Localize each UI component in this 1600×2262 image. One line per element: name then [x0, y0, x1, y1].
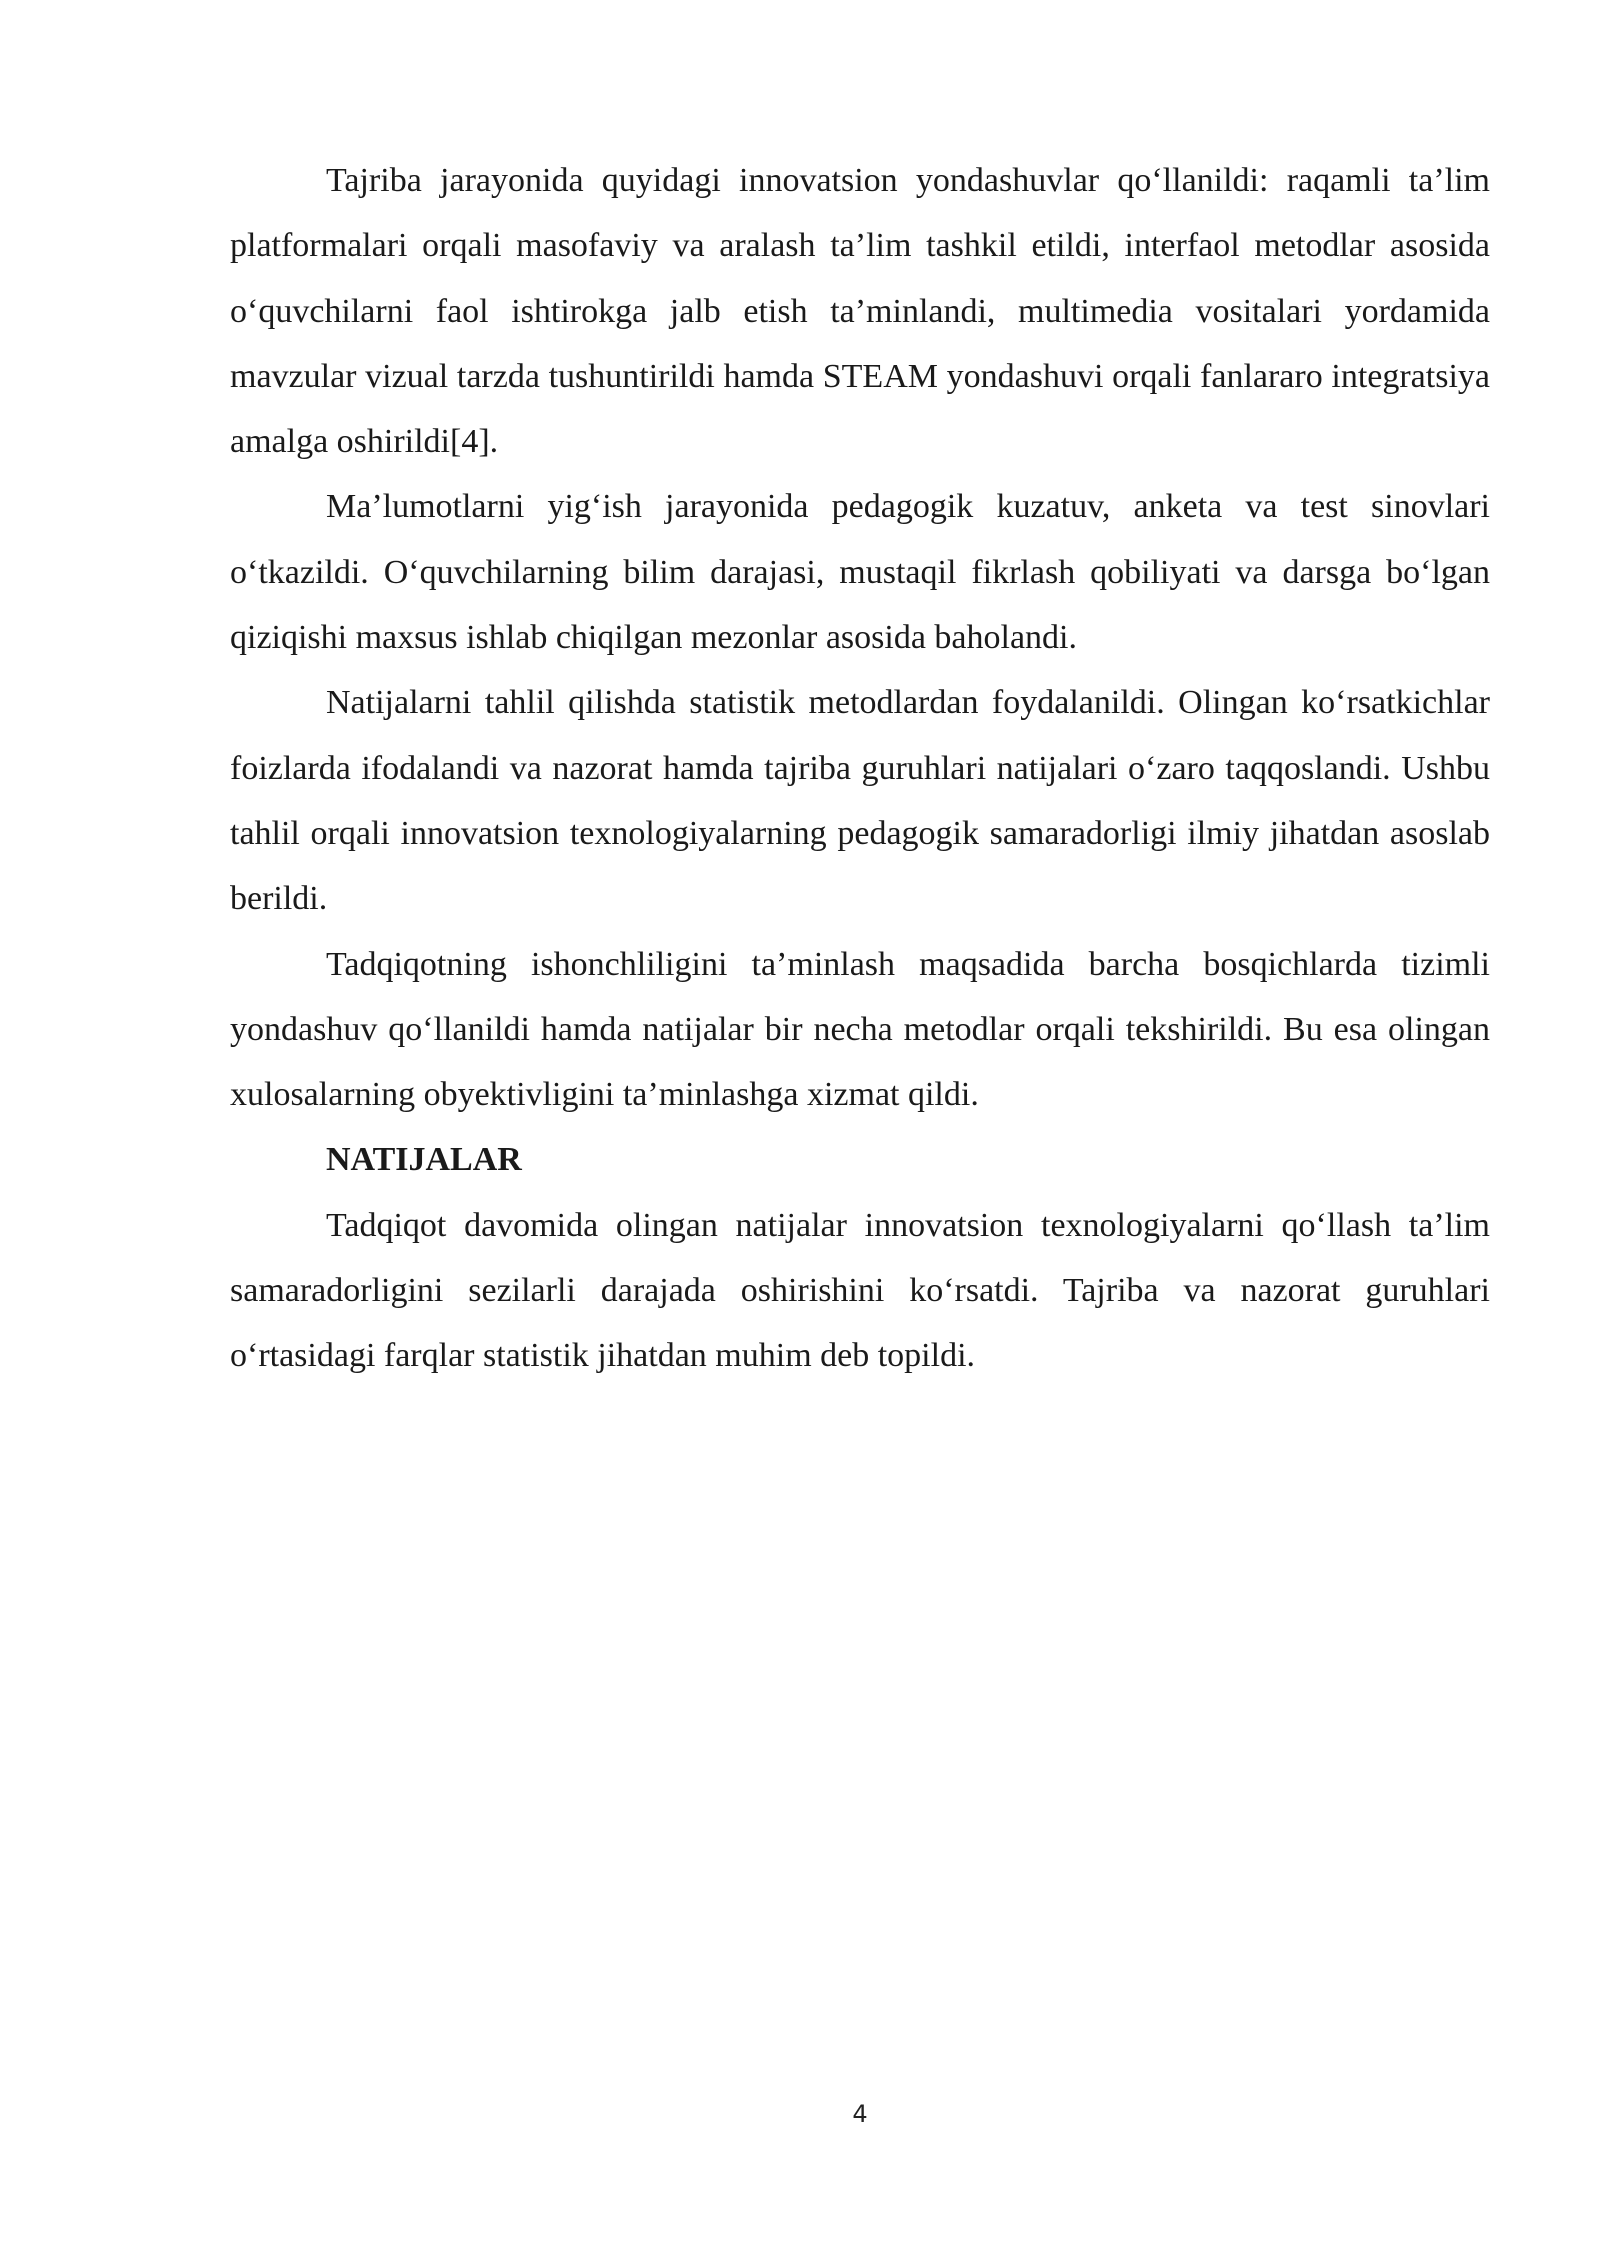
page-number: 4	[852, 2100, 868, 2128]
section-heading-results: NATIJALAR	[326, 1141, 522, 1179]
document-body	[230, 148, 1490, 1389]
paragraph-innovative-approaches: Tajriba jarayonida quyidagi innovatsion yondashuvlar qo‘llanildi: raqamli ta’lim platformalari orqali masofaviy va aralash ta’lim tashkil etildi, interfaol metodlar asosida o‘quvchilarni faol ishtirokga jalb etish ta’minlandi, multimedia vositalari yordamida mavzular vizual tarzda tushuntirildi hamda STEAM yondashuvi orqali fanlararo integratsiya amalga oshirildi[4].	[230, 162, 1490, 461]
paragraph-reliability: Tadqiqotning ishonchliligini ta’minlash maqsadida barcha bosqichlarda tizimli yondashuv qo‘llanildi hamda natijalar bir necha metodlar orqali tekshirildi. Bu esa olingan xulosalarning obyektivligini ta’minlashga xizmat qildi.	[230, 945, 1490, 1114]
paragraph-data-collection: Ma’lumotlarni yig‘ish jarayonida pedagogik kuzatuv, anketa va test sinovlari o‘tkazildi. O‘quvchilarning bilim darajasi, mustaqil fikrlash qobiliyati va darsga bo‘lgan qiziqishi maxsus ishlab chiqilgan mezonlar asosida baholandi.	[230, 488, 1490, 657]
paragraph-results: Tadqiqot davomida olingan natijalar innovatsion texnologiyalarni qo‘llash ta’lim samaradorligini sezilarli darajada oshirishini ko‘rsatdi. Tajriba va nazorat guruhlari o‘rtasidagi farqlar statistik jihatdan muhim deb topildi.	[230, 1206, 1490, 1375]
paragraph-statistical-analysis: Natijalarni tahlil qilishda statistik metodlardan foydalanildi. Olingan ko‘rsatkichlar foizlarda ifodalandi va nazorat hamda tajriba guruhlari natijalari o‘zaro taqqoslandi. Ushbu tahlil orqali innovatsion texnologiyalarning pedagogik samaradorligi ilmiy jihatdan asoslab berildi.	[230, 684, 1490, 918]
